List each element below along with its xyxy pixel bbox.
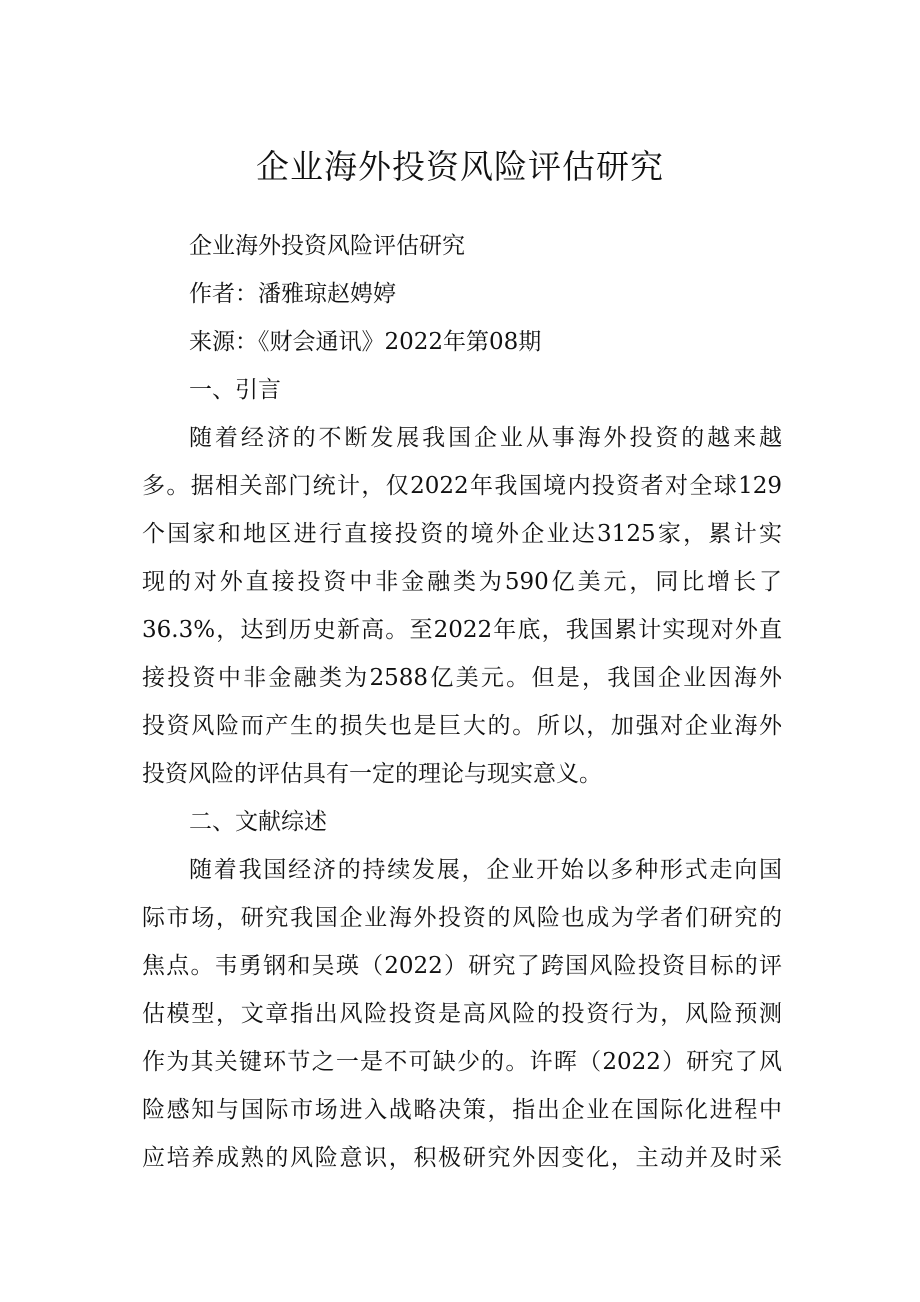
paragraph-line: 焦点。韦勇钢和吴瑛（2022）研究了跨国风险投资目标的评 bbox=[142, 953, 782, 979]
paragraph-line: 接投资中非金融类为2588亿美元。但是，我国企业因海外 bbox=[142, 665, 782, 691]
section-heading-literature-review: 二、文献综述 bbox=[189, 809, 327, 835]
paragraph-line: 投资风险而产生的损失也是巨大的。所以，加强对企业海外 bbox=[142, 713, 782, 739]
paragraph-line: 随着经济的不断发展我国企业从事海外投资的越来越 bbox=[189, 425, 782, 451]
document-title: 企业海外投资风险评估研究 bbox=[256, 147, 664, 186]
paragraph-line: 估模型，文章指出风险投资是高风险的投资行为，风险预测 bbox=[142, 1001, 782, 1027]
paragraph-line: 多。据相关部门统计，仅2022年我国境内投资者对全球129 bbox=[142, 473, 782, 499]
paragraph-line: 应培养成熟的风险意识，积极研究外因变化，主动并及时采 bbox=[142, 1145, 782, 1171]
paragraph-line: 作为其关键环节之一是不可缺少的。许晖（2022）研究了风 bbox=[142, 1049, 782, 1075]
paragraph-line: 际市场，研究我国企业海外投资的风险也成为学者们研究的 bbox=[142, 905, 782, 931]
article-source: 来源：《财会通讯》2022年第08期 bbox=[189, 329, 542, 355]
paragraph-line: 36.3%，达到历史新高。至2022年底，我国累计实现对外直 bbox=[142, 617, 782, 643]
article-subtitle: 企业海外投资风险评估研究 bbox=[189, 233, 465, 259]
literature-review-paragraph bbox=[142, 846, 782, 1182]
paragraph-line: 现的对外直接投资中非金融类为590亿美元，同比增长了 bbox=[142, 569, 782, 595]
paragraph-line: 投资风险的评估具有一定的理论与现实意义。 bbox=[142, 761, 602, 787]
paragraph-line: 险感知与国际市场进入战略决策，指出企业在国际化进程中 bbox=[142, 1097, 782, 1123]
paragraph-line: 个国家和地区进行直接投资的境外企业达3125家，累计实 bbox=[142, 521, 782, 547]
section-heading-introduction: 一、引言 bbox=[189, 377, 281, 403]
document-body bbox=[142, 222, 782, 1182]
introduction-paragraph bbox=[142, 414, 782, 798]
paragraph-line: 随着我国经济的持续发展，企业开始以多种形式走向国 bbox=[189, 857, 782, 883]
article-author: 作者：潘雅琼赵娉婷 bbox=[189, 281, 396, 307]
